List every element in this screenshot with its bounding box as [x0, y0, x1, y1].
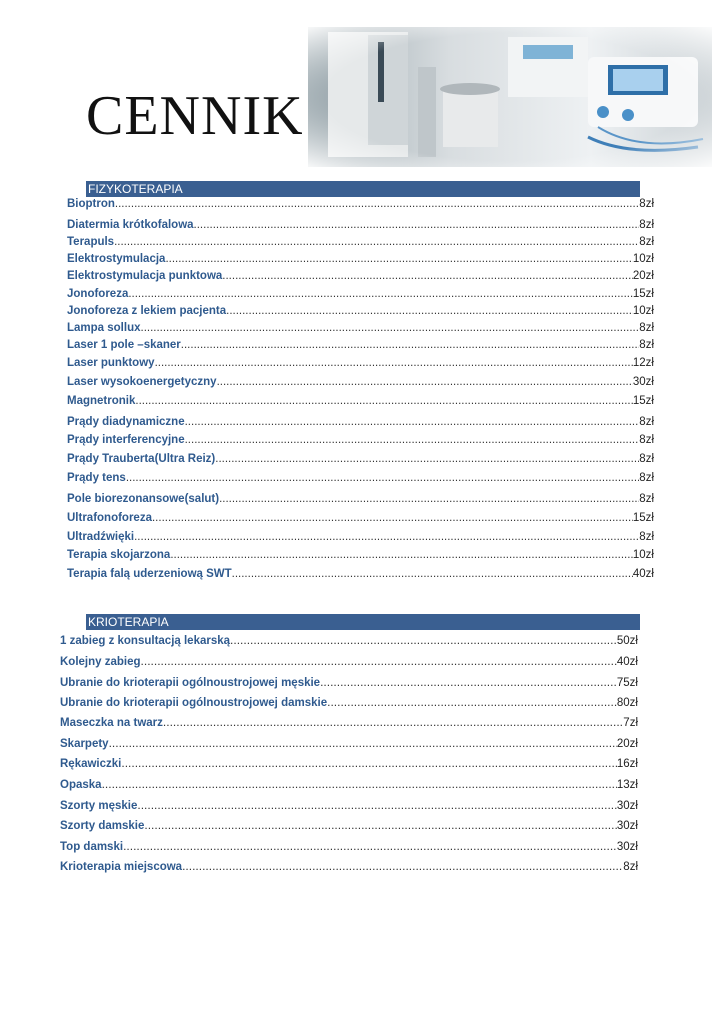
item-price: 8zł — [639, 416, 654, 428]
item-price: 8zł — [639, 493, 654, 505]
item-name: Top damski — [60, 841, 124, 853]
item-price: 80zł — [616, 697, 638, 709]
list-item — [67, 236, 654, 251]
item-price: 40zł — [632, 568, 654, 580]
item-name: 1 zabieg z konsultacją lekarską — [60, 635, 231, 647]
dot-leader — [219, 493, 639, 505]
item-name: Terapuls — [67, 236, 115, 248]
item-name: Rękawiczki — [60, 758, 122, 770]
item-name: Elektrostymulacja — [67, 253, 166, 265]
item-name: Laser 1 pole –skaner — [67, 339, 181, 351]
item-name: Prądy tens — [67, 472, 126, 484]
dot-leader — [128, 288, 633, 300]
item-price: 12zł — [632, 357, 654, 369]
list-item — [67, 219, 654, 234]
dot-leader — [141, 654, 617, 668]
dot-leader — [137, 798, 617, 812]
dot-leader — [185, 416, 640, 428]
item-name: Szorty damskie — [60, 820, 145, 832]
list-item — [67, 198, 654, 213]
dot-leader — [327, 695, 617, 709]
item-price: 13zł — [616, 779, 638, 791]
item-name: Ubranie do krioterapii ogólnoustrojowej męskie — [60, 677, 321, 689]
list-item — [60, 736, 638, 752]
dot-leader — [215, 453, 639, 465]
item-price: 15zł — [632, 288, 654, 300]
item-price: 30zł — [616, 800, 638, 812]
item-name: Lampa sollux — [67, 322, 141, 334]
item-price: 30zł — [616, 841, 638, 853]
dot-leader — [194, 219, 640, 231]
item-name: Terapia skojarzona — [67, 549, 171, 561]
dot-leader — [114, 236, 639, 248]
item-price: 30zł — [632, 376, 654, 388]
dot-leader — [170, 549, 633, 561]
item-price: 10zł — [632, 305, 654, 317]
item-name: Terapia falą uderzeniową SWT — [67, 568, 232, 580]
item-name: Ultrafonoforeza — [67, 512, 152, 524]
list-item — [67, 453, 654, 468]
list-item — [60, 633, 638, 649]
item-price: 10zł — [632, 253, 654, 265]
item-price: 8zł — [639, 322, 654, 334]
physiotherapy-equipment-photo — [308, 27, 712, 167]
item-price: 15zł — [632, 395, 654, 407]
item-price: 20zł — [632, 270, 654, 282]
list-item — [67, 531, 654, 546]
item-name: Prądy Trauberta(Ultra Reiz) — [67, 453, 216, 465]
list-item — [67, 322, 654, 337]
dot-leader — [320, 675, 617, 689]
list-item — [67, 357, 654, 372]
dot-leader — [155, 357, 633, 369]
item-name: Ultradźwięki — [67, 531, 135, 543]
item-price: 7zł — [623, 717, 638, 729]
item-name: Pole biorezonansowe(salut) — [67, 493, 220, 505]
item-name: Diatermia krótkofalowa — [67, 219, 194, 231]
dot-leader — [109, 736, 617, 750]
item-price: 10zł — [632, 549, 654, 561]
list-item — [67, 270, 654, 285]
list-item — [60, 777, 638, 793]
item-price: 8zł — [639, 198, 654, 210]
item-price: 20zł — [616, 738, 638, 750]
list-item — [60, 695, 638, 711]
dot-leader — [121, 756, 617, 770]
item-price: 8zł — [639, 339, 654, 351]
list-item — [60, 654, 638, 670]
item-price: 8zł — [639, 531, 654, 543]
list-item — [60, 798, 638, 814]
list-item — [67, 288, 654, 303]
item-name: Krioterapia miejscowa — [60, 861, 183, 873]
dot-leader — [232, 568, 633, 580]
dot-leader — [152, 512, 633, 524]
item-price: 8zł — [639, 434, 654, 446]
list-item — [60, 839, 638, 855]
list-item — [67, 434, 654, 449]
list-item — [60, 818, 638, 834]
item-name: Elektrostymulacja punktowa — [67, 270, 223, 282]
item-name: Skarpety — [60, 738, 109, 750]
item-name: Prądy diadynamiczne — [67, 416, 185, 428]
list-item — [60, 859, 638, 875]
dot-leader — [126, 472, 639, 484]
dot-leader — [226, 305, 633, 317]
dot-leader — [135, 395, 633, 407]
item-price: 8zł — [639, 472, 654, 484]
item-price: 8zł — [639, 453, 654, 465]
item-name: Opaska — [60, 779, 102, 791]
item-name: Jonoforeza z lekiem pacjenta — [67, 305, 227, 317]
item-price: 16zł — [616, 758, 638, 770]
item-name: Prądy interferencyjne — [67, 434, 185, 446]
list-item — [60, 715, 638, 731]
dot-leader — [222, 270, 633, 282]
dot-leader — [217, 376, 633, 388]
dot-leader — [141, 322, 640, 334]
item-name: Magnetronik — [67, 395, 136, 407]
item-price: 40zł — [616, 656, 638, 668]
list-item — [67, 472, 654, 487]
item-price: 8zł — [623, 861, 638, 873]
dot-leader — [165, 253, 632, 265]
list-item — [67, 305, 654, 320]
item-name: Jonoforeza — [67, 288, 129, 300]
section-header-fizykoterapia: FIZYKOTERAPIA — [86, 181, 640, 197]
page-title: CENNIK — [86, 85, 304, 147]
dot-leader — [123, 839, 617, 853]
dot-leader — [144, 818, 617, 832]
list-item — [67, 339, 654, 354]
item-price: 30zł — [616, 820, 638, 832]
item-price: 8zł — [639, 236, 654, 248]
item-name: Bioptron — [67, 198, 115, 210]
item-name: Laser punktowy — [67, 357, 155, 369]
item-name: Kolejny zabieg — [60, 656, 141, 668]
dot-leader — [134, 531, 639, 543]
list-item — [67, 395, 654, 410]
dot-leader — [181, 339, 640, 351]
item-price: 50zł — [616, 635, 638, 647]
item-price: 75zł — [616, 677, 638, 689]
dot-leader — [182, 859, 623, 873]
list-item — [67, 253, 654, 268]
list-item — [67, 493, 654, 508]
dot-leader — [163, 715, 623, 729]
list-item — [60, 675, 638, 691]
item-name: Laser wysokoenergetyczny — [67, 376, 217, 388]
item-name: Maseczka na twarz — [60, 717, 163, 729]
list-item — [60, 756, 638, 772]
list-item — [67, 376, 654, 391]
dot-leader — [102, 777, 617, 791]
item-name: Ubranie do krioterapii ogólnoustrojowej damskie — [60, 697, 328, 709]
list-item — [67, 549, 654, 564]
dot-leader — [115, 198, 639, 210]
item-price: 8zł — [639, 219, 654, 231]
list-item — [67, 568, 654, 583]
dot-leader — [185, 434, 640, 446]
section-header-krioterapia: KRIOTERAPIA — [86, 614, 640, 630]
dot-leader — [230, 633, 617, 647]
item-name: Szorty męskie — [60, 800, 138, 812]
list-item — [67, 512, 654, 527]
list-item — [67, 416, 654, 431]
item-price: 15zł — [632, 512, 654, 524]
